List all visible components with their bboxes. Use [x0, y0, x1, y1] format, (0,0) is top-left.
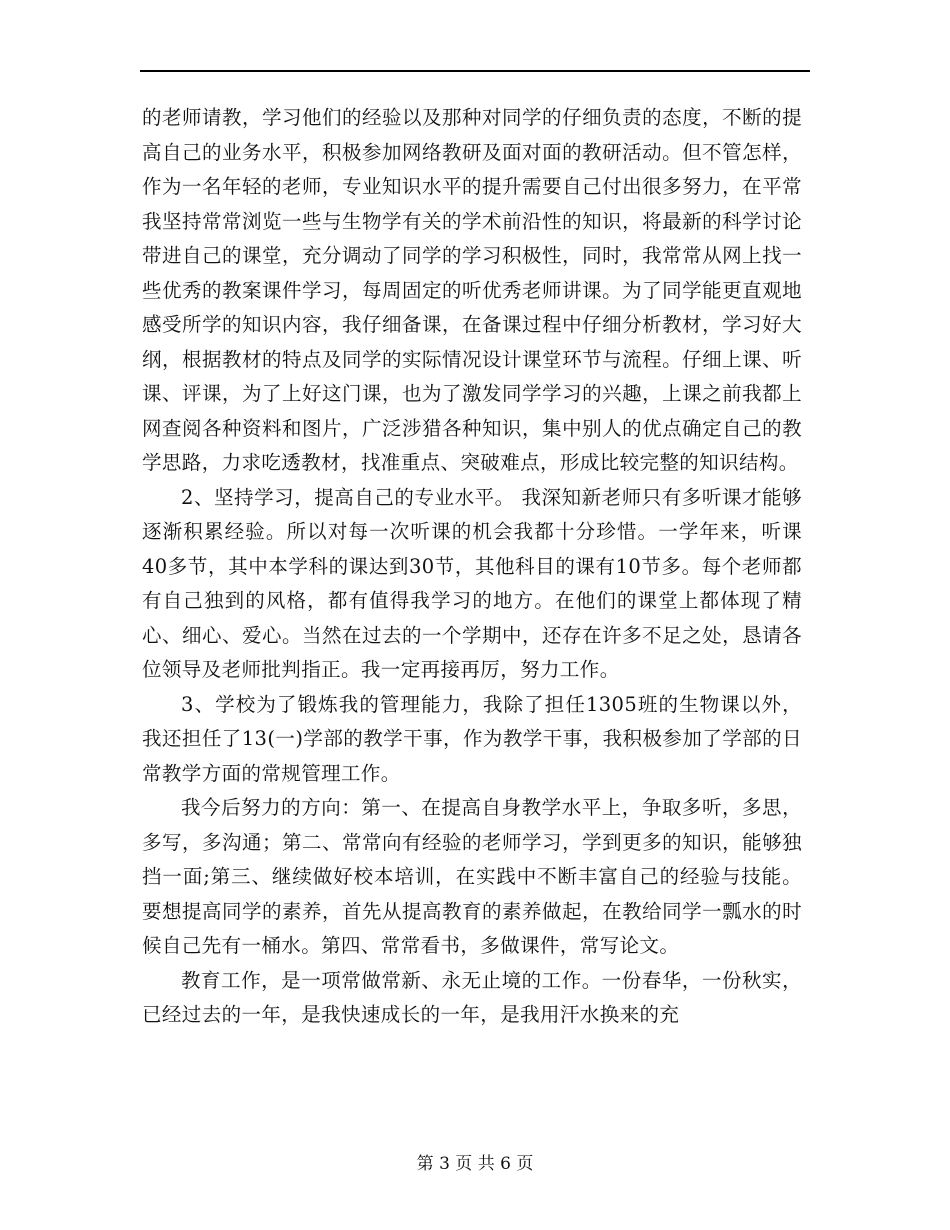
paragraph-1: 的老师请教，学习他们的经验以及那种对同学的仔细负责的态度，不断的提高自己的业务水平，积极参加网络教研及面对面的教研活动。但不管怎样，作为一名年轻的老师，专业知识水平的提升需要自己付出很多努力，在平常我坚持常常浏览一些与生物学有关的学术前沿性的知识，将最新的科学讨论带进自己的课堂，充分调动了同学的学习积极性，同时，我常常从网上找一些优秀的教案课件学习，每周固定的听优秀老师讲课。为了同学能更直观地感受所学的知识内容，我仔细备课，在备课过程中仔细分析教材，学习好大纲，根据教材的特点及同学的实际情况设计课堂环节与流程。仔细上课、听课、评课，为了上好这门课，也为了激发同学学习的兴趣，上课之前我都上网查阅各种资料和图片，广泛涉猎各种知识，集中别人的优点确定自己的教学思路，力求吃透教材，找准重点、突破难点，形成比较完整的知识结构。: [142, 106, 802, 474]
paragraph-3: 3、学校为了锻炼我的管理能力，我除了担任1305班的生物课以外，我还担任了13(一)学部的教学干事，作为教学干事，我积极参加了学部的日常教学方面的常规管理工作。: [142, 692, 802, 785]
paragraph-4: 我今后努力的方向：第一、在提高自身教学水平上，争取多听，多思，多写，多沟通；第二、常常向有经验的老师学习，学到更多的知识，能够独挡一面;第三、继续做好校本培训，在实践中不断丰富自己的经验与技能。要想提高同学的素养，首先从提高教育的素养做起，在教给同学一瓢水的时候自己先有一桶水。第四、常常看书，多做课件，常写论文。: [142, 796, 802, 957]
paragraph-5: 教育工作，是一项常做常新、永无止境的工作。一份春华，一份秋实，已经过去的一年，是我快速成长的一年，是我用汗水换来的充: [142, 968, 802, 1026]
page-number: 第 3 页 共 6 页: [416, 1154, 534, 1174]
header-rule: [140, 70, 810, 72]
body-text: [142, 101, 802, 1033]
paragraph-2: 2、坚持学习，提高自己的专业水平。 我深知新老师只有多听课才能够逐渐积累经验。所以对每一次听课的机会我都十分珍惜。一学年来，听课40多节，其中本学科的课达到30节，其他科目的课有10节多。每个老师都有自己独到的风格，都有值得我学习的地方。在他们的课堂上都体现了精心、细心、爱心。当然在过去的一个学期中，还存在许多不足之处，恳请各位领导及老师批判指正。我一定再接再厉，努力工作。: [142, 485, 802, 681]
